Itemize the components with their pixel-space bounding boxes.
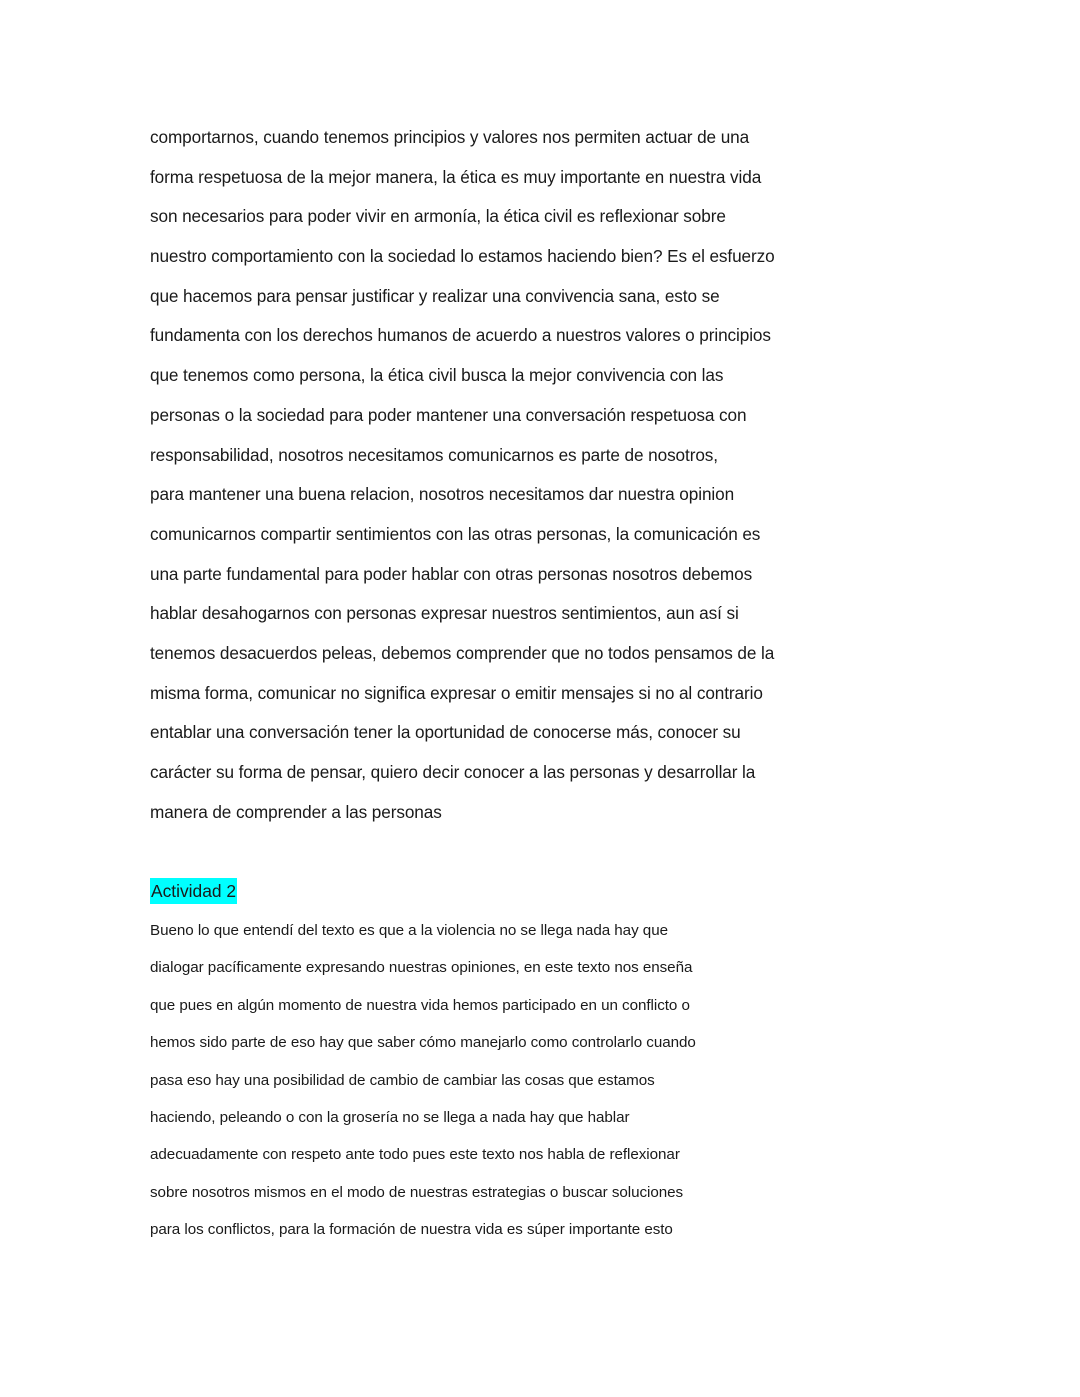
text-line: forma respetuosa de la mejor manera, la ética es muy importante en nuestra vida xyxy=(150,166,762,187)
text-line: son necesarios para poder vivir en armonía, la ética civil es reflexionar sobre xyxy=(150,206,726,227)
text-line: para los conflictos, para la formación de nuestra vida es súper importante esto xyxy=(150,1221,673,1239)
text-line: adecuadamente con respeto ante todo pues este texto nos habla de reflexionar xyxy=(150,1146,680,1164)
text-line: sobre nosotros mismos en el modo de nuestras estrategias o buscar soluciones xyxy=(150,1183,684,1201)
section-heading-actividad-2: Actividad 2 xyxy=(150,878,237,904)
text-line: carácter su forma de pensar, quiero decir conocer a las personas y desarrollar la xyxy=(150,762,756,782)
text-line: dialogar pacíficamente expresando nuestras opiniones, en este texto nos enseña xyxy=(150,959,693,977)
text-line: comunicarnos compartir sentimientos con las otras personas, la comunicación es xyxy=(150,523,761,544)
text-line: hablar desahogarnos con personas expresar nuestros sentimientos, aun así si xyxy=(150,603,739,624)
text-line: tenemos desacuerdos peleas, debemos comprender que no todos pensamos de la xyxy=(150,642,775,663)
text-line: que pues en algún momento de nuestra vida hemos participado en un conflicto o xyxy=(150,996,690,1014)
text-line: para mantener una buena relacion, nosotros necesitamos dar nuestra opinion xyxy=(150,484,735,505)
text-line: comportarnos, cuando tenemos principios y valores nos permiten actuar de una xyxy=(150,127,750,147)
text-line: que tenemos como persona, la ética civil busca la mejor convivencia con las xyxy=(150,365,724,386)
paragraph-etica-civil xyxy=(150,118,850,832)
text-line: fundamenta con los derechos humanos de acuerdo a nuestros valores o principios xyxy=(150,325,771,346)
text-line: nuestro comportamiento con la sociedad lo estamos haciendo bien? Es el esfuerzo xyxy=(150,246,775,267)
text-line: manera de comprender a las personas xyxy=(150,801,442,822)
text-line: personas o la sociedad para poder mantener una conversación respetuosa con xyxy=(150,404,747,425)
text-line: responsabilidad, nosotros necesitamos comunicarnos es parte de nosotros, xyxy=(150,444,718,465)
text-line: entablar una conversación tener la oportunidad de conocerse más, conocer su xyxy=(150,722,741,743)
text-line: pasa eso hay una posibilidad de cambio de cambiar las cosas que estamos xyxy=(150,1071,655,1089)
text-line: que hacemos para pensar justificar y realizar una convivencia sana, esto se xyxy=(150,285,720,306)
text-line: Bueno lo que entendí del texto es que a la violencia no se llega nada hay que xyxy=(150,922,668,939)
text-line: una parte fundamental para poder hablar con otras personas nosotros debemos xyxy=(150,563,753,584)
paragraph-actividad-2 xyxy=(150,912,790,1249)
text-line: haciendo, peleando o con la grosería no se llega a nada hay que hablar xyxy=(150,1108,630,1126)
text-line: hemos sido parte de eso hay que saber cómo manejarlo como controlarlo cuando xyxy=(150,1034,696,1052)
text-line: misma forma, comunicar no significa expresar o emitir mensajes si no al contrario xyxy=(150,682,763,703)
